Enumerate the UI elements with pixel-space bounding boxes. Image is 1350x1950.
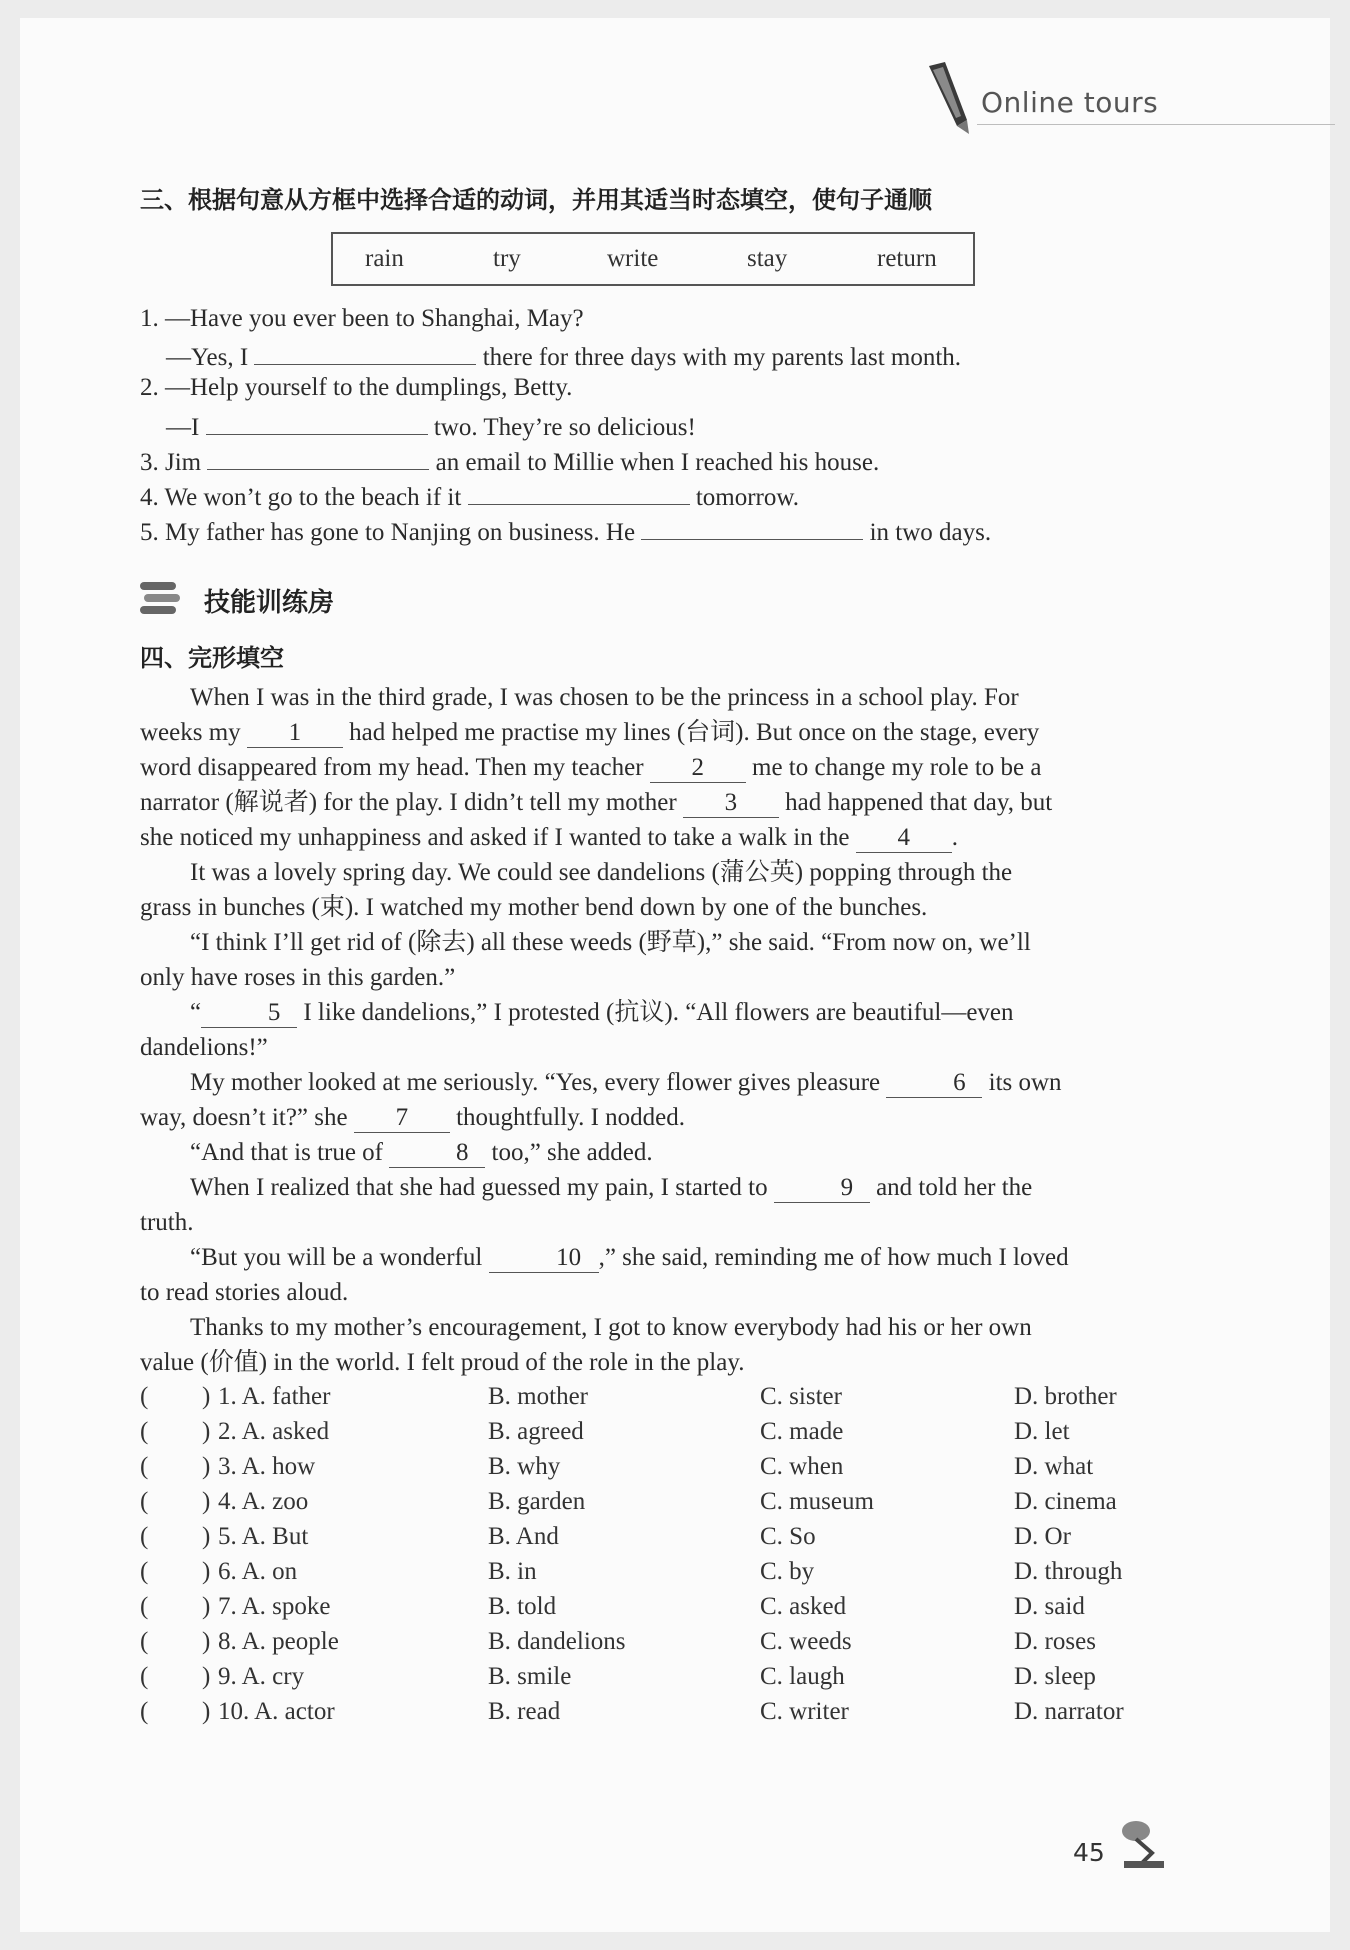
option-row xyxy=(140,1558,1160,1592)
passage-text: truth. xyxy=(140,1209,194,1236)
option-b: B. garden xyxy=(488,1488,586,1515)
option-b: B. And xyxy=(488,1523,559,1550)
answer-paren-close: ) xyxy=(202,1663,211,1690)
answer-paren-close: ) xyxy=(202,1488,211,1515)
cloze-blank[interactable]: 3 xyxy=(683,789,779,818)
answer-paren-open[interactable]: ( xyxy=(140,1698,149,1725)
option-row xyxy=(140,1698,1160,1732)
cloze-blank[interactable]: 5 xyxy=(201,999,297,1028)
answer-paren-open[interactable]: ( xyxy=(140,1558,149,1585)
option-a: 10. A. actor xyxy=(218,1698,335,1725)
answer-paren-open[interactable]: ( xyxy=(140,1663,149,1690)
passage-text: grass in bunches (束). I watched my mother bend down by one of the bunches. xyxy=(140,894,928,921)
option-a: 9. A. cry xyxy=(218,1663,305,1690)
passage-line xyxy=(140,820,1160,855)
passage-text: . xyxy=(951,824,959,851)
answer-paren-close: ) xyxy=(202,1593,211,1620)
passage-line xyxy=(140,750,1160,785)
lamp-icon xyxy=(1112,1815,1170,1871)
option-d: D. let xyxy=(1014,1418,1070,1445)
cloze-blank[interactable]: 10 xyxy=(489,1244,599,1273)
option-a: 5. A. But xyxy=(218,1523,309,1550)
passage-text: When I was in the third grade, I was chosen to be the princess in a school play. For xyxy=(190,684,1019,711)
option-d: D. sleep xyxy=(1014,1663,1096,1690)
option-a: 7. A. spoke xyxy=(218,1593,331,1620)
answer-paren-close: ) xyxy=(202,1628,211,1655)
passage-line xyxy=(140,1135,1160,1170)
passage-text: When I realized that she had guessed my pain, I started to xyxy=(190,1174,768,1201)
answer-paren-open[interactable]: ( xyxy=(140,1523,149,1550)
cloze-blank[interactable]: 6 xyxy=(886,1069,982,1098)
answer-paren-close: ) xyxy=(202,1558,211,1585)
cloze-blank[interactable]: 2 xyxy=(650,754,746,783)
option-d: D. said xyxy=(1014,1593,1085,1620)
passage-line xyxy=(140,1170,1160,1205)
option-c: C. made xyxy=(760,1418,844,1445)
question-text: —I xyxy=(166,414,200,441)
passage-text: Thanks to my mother’s encouragement, I got to know everybody had his or her own xyxy=(190,1314,1032,1341)
passage-text: thoughtfully. I nodded. xyxy=(456,1104,685,1131)
passage-line xyxy=(140,1345,1160,1380)
answer-paren-open[interactable]: ( xyxy=(140,1488,149,1515)
answer-paren-close: ) xyxy=(202,1383,211,1410)
answer-blank[interactable] xyxy=(641,513,863,540)
question-text: 1. —Have you ever been to Shanghai, May? xyxy=(140,305,584,332)
option-c: C. laugh xyxy=(760,1663,845,1690)
passage-text: weeks my xyxy=(140,719,241,746)
passage-line xyxy=(140,1275,1160,1310)
passage-text: It was a lovely spring day. We could see dandelions (蒲公英) popping through the xyxy=(190,859,1013,886)
page-number: 45 xyxy=(1073,1838,1105,1867)
cloze-blank[interactable]: 9 xyxy=(774,1174,870,1203)
option-row xyxy=(140,1593,1160,1627)
option-c: C. asked xyxy=(760,1593,847,1620)
question-text: 2. —Help yourself to the dumplings, Betty. xyxy=(140,374,573,401)
option-b: B. in xyxy=(488,1558,537,1585)
passage-line xyxy=(140,1030,1160,1065)
question-line xyxy=(166,338,961,373)
option-d: D. cinema xyxy=(1014,1488,1117,1515)
passage-line xyxy=(140,680,1160,715)
question-text: two. They’re so delicious! xyxy=(433,414,696,441)
answer-blank[interactable] xyxy=(206,408,428,435)
question-text: 3. Jim xyxy=(140,449,202,476)
cloze-blank[interactable]: 4 xyxy=(856,824,952,853)
option-b: B. told xyxy=(488,1593,557,1620)
option-row xyxy=(140,1523,1160,1557)
question-text: —Yes, I xyxy=(166,344,249,371)
passage-text: and told her the xyxy=(876,1174,1033,1201)
passage-text: My mother looked at me seriously. “Yes, every flower gives pleasure xyxy=(190,1069,881,1096)
answer-paren-close: ) xyxy=(202,1523,211,1550)
answer-paren-open[interactable]: ( xyxy=(140,1593,149,1620)
passage-line xyxy=(140,1310,1160,1345)
option-b: B. smile xyxy=(488,1663,572,1690)
option-c: C. museum xyxy=(760,1488,874,1515)
passage-text: narrator (解说者) for the play. I didn’t tell my mother xyxy=(140,789,677,816)
question-line xyxy=(140,478,799,513)
passage-line xyxy=(140,1205,1160,1240)
section4-title: 四、完形填空 xyxy=(140,644,284,672)
option-a: 4. A. zoo xyxy=(218,1488,309,1515)
question-line xyxy=(140,373,572,403)
passage-text: “But you will be a wonderful xyxy=(190,1244,483,1271)
question-line xyxy=(140,304,584,334)
option-row xyxy=(140,1383,1160,1417)
passage-text: only have roses in this garden.” xyxy=(140,964,456,991)
option-c: C. by xyxy=(760,1558,815,1585)
option-b: B. read xyxy=(488,1698,561,1725)
passage-line xyxy=(140,1240,1160,1275)
option-d: D. brother xyxy=(1014,1383,1117,1410)
cloze-blank[interactable]: 8 xyxy=(389,1139,485,1168)
passage-line xyxy=(140,1100,1160,1135)
cloze-passage xyxy=(140,680,1160,1380)
option-row xyxy=(140,1628,1160,1662)
question-text: 5. My father has gone to Nanjing on business. He xyxy=(140,519,636,546)
passage-text: word disappeared from my head. Then my teacher xyxy=(140,754,644,781)
question-line xyxy=(140,443,879,478)
passage-text: too,” she added. xyxy=(491,1139,653,1166)
cloze-blank[interactable]: 7 xyxy=(354,1104,450,1133)
passage-line xyxy=(140,960,1160,995)
option-a: 1. A. father xyxy=(218,1383,331,1410)
option-c: C. So xyxy=(760,1523,816,1550)
passage-line xyxy=(140,715,1160,750)
section3-title: 三、根据句意从方框中选择合适的动词，并用其适当时态填空，使句子通顺 xyxy=(140,186,932,214)
option-d: D. through xyxy=(1014,1558,1123,1585)
answer-paren-close: ) xyxy=(202,1418,211,1445)
passage-text: way, doesn’t it?” she xyxy=(140,1104,348,1131)
option-c: C. weeds xyxy=(760,1628,852,1655)
question-line xyxy=(166,408,696,443)
question-text: an email to Millie when I reached his house. xyxy=(435,449,880,476)
option-a: 2. A. asked xyxy=(218,1418,330,1445)
answer-paren-open[interactable]: ( xyxy=(140,1418,149,1445)
option-a: 8. A. people xyxy=(218,1628,339,1655)
option-row xyxy=(140,1488,1160,1522)
question-line xyxy=(140,513,991,548)
answer-paren-open[interactable]: ( xyxy=(140,1383,149,1410)
passage-text: value (价值) in the world. I felt proud of the role in the play. xyxy=(140,1349,745,1376)
passage-text: dandelions!” xyxy=(140,1034,268,1061)
passage-line xyxy=(140,1065,1160,1100)
cloze-blank[interactable]: 1 xyxy=(247,719,343,748)
pen-icon xyxy=(923,60,983,140)
answer-blank[interactable] xyxy=(468,478,690,505)
option-row xyxy=(140,1663,1160,1697)
question-text: tomorrow. xyxy=(695,484,800,511)
skills-title: 技能训练房 xyxy=(204,588,335,618)
option-b: B. why xyxy=(488,1453,561,1480)
passage-text: she noticed my unhappiness and asked if I wanted to take a walk in the xyxy=(140,824,850,851)
passage-line xyxy=(140,890,1160,925)
passage-line xyxy=(140,925,1160,960)
passage-text: its own xyxy=(988,1069,1062,1096)
passage-text: ,” she said, reminding me of how much I loved xyxy=(598,1244,1069,1271)
page-header xyxy=(905,60,1335,140)
passage-text: I like dandelions,” I protested (抗议). “All flowers are beautiful—even xyxy=(303,999,1014,1026)
option-d: D. roses xyxy=(1014,1628,1096,1655)
word-box xyxy=(331,232,975,286)
passage-line xyxy=(140,785,1160,820)
option-row xyxy=(140,1453,1160,1487)
option-b: B. dandelions xyxy=(488,1628,626,1655)
option-c: C. when xyxy=(760,1453,844,1480)
option-a: 6. A. on xyxy=(218,1558,298,1585)
word-option: return xyxy=(877,245,937,272)
option-a: 3. A. how xyxy=(218,1453,316,1480)
passage-text: had helped me practise my lines (台词). But once on the stage, every xyxy=(349,719,1040,746)
passage-text: to read stories aloud. xyxy=(140,1279,349,1306)
answer-paren-close: ) xyxy=(202,1453,211,1480)
option-c: C. writer xyxy=(760,1698,849,1725)
passage-text: had happened that day, but xyxy=(785,789,1053,816)
books-icon xyxy=(138,578,182,618)
passage-text: “I think I’ll get rid of (除去) all these weeds (野草),” she said. “From now on, we’ll xyxy=(190,929,1031,956)
word-option: try xyxy=(493,245,521,272)
passage-text: “ xyxy=(190,999,202,1026)
option-row xyxy=(140,1418,1160,1452)
option-b: B. agreed xyxy=(488,1418,584,1445)
word-option: write xyxy=(607,245,659,272)
question-text: in two days. xyxy=(869,519,992,546)
header-title: Online tours xyxy=(981,86,1159,119)
answer-paren-open[interactable]: ( xyxy=(140,1453,149,1480)
option-d: D. what xyxy=(1014,1453,1094,1480)
passage-text: me to change my role to be a xyxy=(752,754,1042,781)
option-b: B. mother xyxy=(488,1383,588,1410)
option-d: D. narrator xyxy=(1014,1698,1124,1725)
answer-blank[interactable] xyxy=(254,338,476,365)
passage-line xyxy=(140,855,1160,890)
option-c: C. sister xyxy=(760,1383,842,1410)
question-text: 4. We won’t go to the beach if it xyxy=(140,484,462,511)
answer-paren-close: ) xyxy=(202,1698,211,1725)
passage-line xyxy=(140,995,1160,1030)
question-text: there for three days with my parents last month. xyxy=(482,344,962,371)
header-divider xyxy=(977,124,1335,125)
answer-paren-open[interactable]: ( xyxy=(140,1628,149,1655)
option-d: D. Or xyxy=(1014,1523,1071,1550)
word-option: rain xyxy=(365,245,404,272)
word-option: stay xyxy=(747,245,788,272)
answer-blank[interactable] xyxy=(207,443,429,470)
passage-text: “And that is true of xyxy=(190,1139,384,1166)
